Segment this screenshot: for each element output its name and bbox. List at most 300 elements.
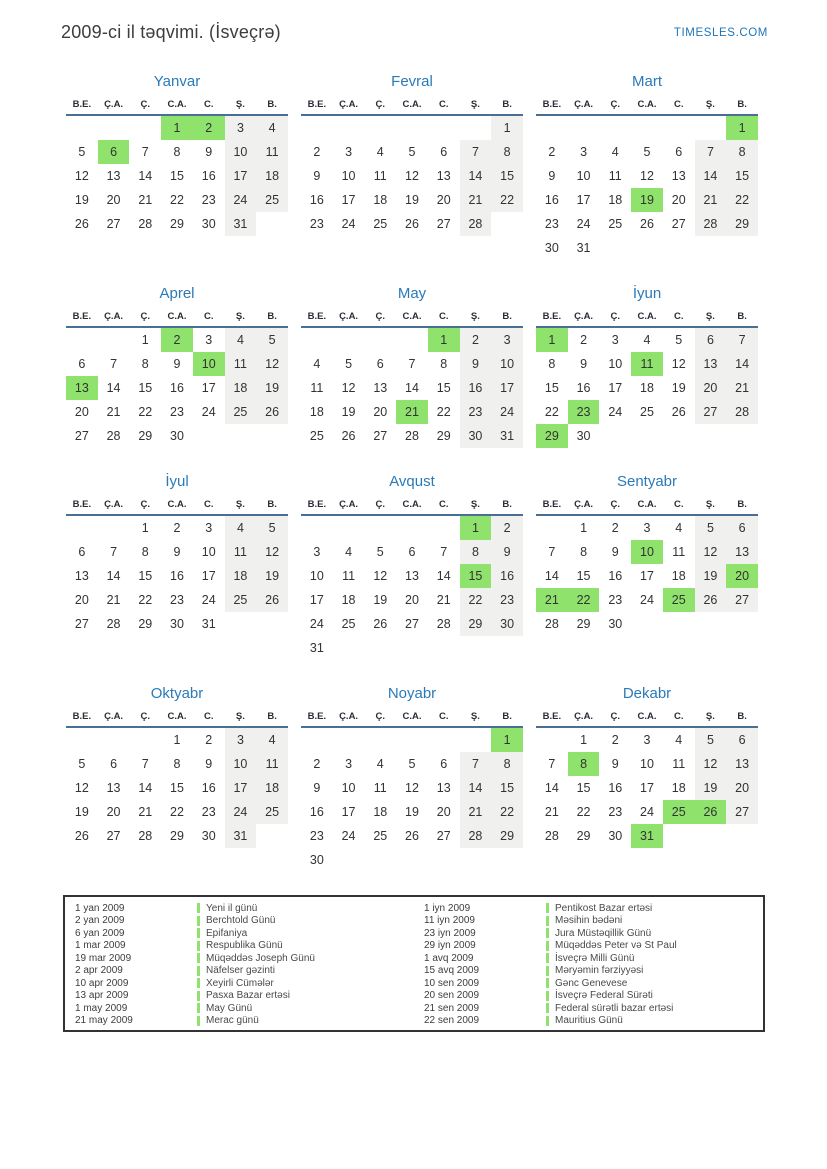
day-cell: [631, 424, 663, 448]
legend-holiday-name: İsveçrə Milli Günü: [555, 952, 635, 964]
day-cell: 5: [345, 357, 353, 371]
weekend-day-cell: 27: [726, 588, 758, 612]
day-cell: [66, 116, 98, 140]
day-cell: 23: [170, 593, 184, 607]
day-cell: 17: [640, 569, 654, 583]
legend-date: 19 mar 2009: [75, 952, 132, 964]
weekday-label: B.: [267, 499, 277, 510]
weekday-label: Ş.: [235, 99, 245, 110]
holiday-day-cell: 25: [663, 588, 695, 612]
legend-holiday-name: Pentikost Bazar ertəsi: [555, 902, 653, 914]
weekend-day-cell: 11: [256, 752, 288, 776]
month-3: [66, 284, 288, 448]
day-cell: [98, 116, 130, 140]
month-7: [301, 472, 523, 660]
day-cell: [428, 728, 460, 752]
month-title: Aprel: [159, 285, 195, 302]
day-cell: 23: [309, 217, 324, 231]
holiday-marker-bar: [546, 916, 549, 926]
weekday-label: Ç.: [610, 711, 621, 722]
holiday-day-cell: 21: [396, 400, 428, 424]
day-cell: 11: [672, 757, 686, 771]
day-cell: 3: [205, 521, 213, 535]
day-cell: 24: [640, 593, 654, 607]
week-row: [536, 800, 758, 824]
legend-date: 13 apr 2009: [75, 990, 129, 1002]
weekend-day-cell: 13: [695, 352, 727, 376]
site-link[interactable]: TIMESLES.COM: [673, 27, 768, 39]
day-cell: 5: [376, 545, 384, 559]
day-cell: 27: [373, 429, 388, 443]
day-cell: [695, 824, 727, 848]
holiday-day-cell: 11: [631, 352, 663, 376]
week-row: [66, 612, 288, 636]
page-title: 2009-ci il təqvimi. (İsveçrə): [61, 22, 281, 42]
holiday-day-cell: 10: [631, 540, 663, 564]
weekend-day-cell: 27: [695, 400, 727, 424]
day-cell: [193, 424, 225, 448]
weekday-label: C.A.: [167, 99, 187, 110]
week-row: [536, 400, 758, 424]
weekday-header-row: [66, 99, 288, 116]
day-cell: 21: [138, 805, 153, 819]
day-cell: 18: [373, 193, 388, 207]
day-cell: [364, 516, 396, 540]
weekend-day-cell: 13: [726, 540, 758, 564]
day-cell: [663, 424, 695, 448]
day-cell: 27: [106, 217, 121, 231]
day-cell: 26: [74, 217, 89, 231]
calendar-grid: [66, 72, 762, 872]
month-title: İyul: [165, 473, 189, 490]
weekend-day-cell: 17: [225, 776, 257, 800]
weekday-header-row: [301, 311, 523, 328]
legend-item: [414, 915, 763, 928]
weekday-label: B.: [267, 711, 277, 722]
holiday-marker-bar: [197, 978, 200, 988]
day-cell: [460, 728, 492, 752]
holiday-marker-bar: [546, 966, 549, 976]
month-1: [301, 72, 523, 236]
weekday-label: C.A.: [637, 499, 657, 510]
day-cell: 24: [201, 593, 216, 607]
holiday-day-cell: 29: [536, 424, 568, 448]
day-cell: 2: [580, 333, 588, 347]
weekend-day-cell: 22: [460, 588, 492, 612]
weekend-day-cell: 20: [695, 376, 727, 400]
day-cell: 23: [201, 805, 216, 819]
month-title: Yanvar: [153, 73, 201, 90]
day-cell: 19: [341, 405, 356, 419]
day-cell: 22: [138, 405, 153, 419]
week-row: [536, 116, 758, 140]
weekend-day-cell: 29: [460, 612, 492, 636]
month-2: [536, 72, 758, 260]
day-cell: 22: [436, 405, 451, 419]
day-cell: 27: [74, 617, 89, 631]
weekend-day-cell: 29: [491, 824, 523, 848]
weekend-day-cell: 27: [726, 800, 758, 824]
month-11: [536, 684, 758, 848]
weekday-header-row: [301, 99, 523, 116]
day-cell: 14: [106, 381, 121, 395]
day-cell: 13: [436, 781, 451, 795]
weekday-label: B.E.: [72, 711, 92, 722]
weekday-label: Ş.: [705, 711, 715, 722]
day-cell: 15: [170, 169, 184, 183]
day-cell: [536, 728, 568, 752]
day-cell: 14: [405, 381, 419, 395]
weekend-day-cell: 4: [225, 328, 257, 352]
holiday-day-cell: 1: [536, 328, 568, 352]
weekday-label: Ç.A.: [339, 311, 359, 322]
weekend-day-cell: 14: [726, 352, 758, 376]
holiday-marker-bar: [546, 978, 549, 988]
week-row: [301, 140, 523, 164]
weekday-label: Ç.A.: [104, 499, 124, 510]
weekend-day-cell: 26: [695, 588, 727, 612]
legend-item: [65, 915, 414, 928]
weekday-label: C.: [673, 99, 684, 110]
holiday-day-cell: 25: [663, 800, 695, 824]
day-cell: 8: [141, 357, 149, 371]
day-cell: 25: [309, 429, 324, 443]
week-row: [536, 328, 758, 352]
day-cell: [256, 212, 288, 236]
weekday-label: B.: [502, 311, 512, 322]
weekend-day-cell: 17: [491, 376, 523, 400]
day-cell: 11: [342, 569, 356, 583]
day-cell: [66, 516, 98, 540]
day-cell: 30: [608, 829, 623, 843]
day-cell: 16: [170, 381, 184, 395]
legend-holiday-name: Merac günü: [206, 1015, 259, 1027]
day-cell: 26: [640, 217, 654, 231]
day-cell: 5: [643, 145, 651, 159]
day-cell: 10: [640, 757, 654, 771]
weekday-label: C.A.: [167, 711, 187, 722]
day-cell: 17: [341, 193, 356, 207]
day-cell: 29: [170, 829, 184, 843]
weekend-day-cell: 2: [460, 328, 492, 352]
weekend-day-cell: 4: [225, 516, 257, 540]
day-cell: [726, 424, 758, 448]
weekday-label: Ç.A.: [574, 499, 594, 510]
holiday-marker-bar: [197, 1016, 200, 1026]
legend-item: [414, 952, 763, 965]
day-cell: 9: [173, 357, 181, 371]
week-row: [536, 564, 758, 588]
day-cell: 27: [436, 829, 451, 843]
day-cell: [129, 116, 161, 140]
day-cell: 13: [671, 169, 686, 183]
weekend-day-cell: 22: [491, 188, 523, 212]
weekday-label: C.: [673, 311, 684, 322]
weekend-day-cell: 25: [256, 188, 288, 212]
day-cell: 7: [110, 545, 118, 559]
day-cell: 16: [309, 805, 324, 819]
weekend-day-cell: 10: [225, 140, 257, 164]
weekend-day-cell: 4: [256, 116, 288, 140]
week-row: [301, 776, 523, 800]
weekday-header-row: [66, 711, 288, 728]
day-cell: [396, 848, 428, 872]
day-cell: 28: [106, 429, 121, 443]
weekend-day-cell: 21: [695, 188, 727, 212]
day-cell: [396, 636, 428, 660]
day-cell: 4: [313, 357, 321, 371]
week-row: [536, 588, 758, 612]
day-cell: 18: [341, 593, 356, 607]
week-row: [301, 728, 523, 752]
day-cell: 31: [576, 241, 591, 255]
day-cell: 24: [309, 617, 324, 631]
day-cell: 11: [310, 381, 324, 395]
holiday-day-cell: 15: [460, 564, 492, 588]
day-cell: 13: [373, 381, 388, 395]
day-cell: 19: [671, 381, 686, 395]
weekday-label: Ç.A.: [339, 711, 359, 722]
month-4: [301, 284, 523, 448]
weekend-day-cell: 6: [695, 328, 727, 352]
weekend-day-cell: 23: [491, 588, 523, 612]
day-cell: [428, 848, 460, 872]
day-cell: 21: [106, 405, 121, 419]
weekday-header-row: [66, 311, 288, 328]
day-cell: [726, 824, 758, 848]
day-cell: [396, 328, 428, 352]
weekend-day-cell: 19: [256, 564, 288, 588]
month-0: [66, 72, 288, 236]
day-cell: 2: [313, 757, 321, 771]
weekday-label: Ç.: [140, 99, 151, 110]
week-row: [66, 540, 288, 564]
day-cell: 27: [106, 829, 121, 843]
weekend-day-cell: 19: [256, 376, 288, 400]
day-cell: 27: [671, 217, 686, 231]
day-cell: 8: [440, 357, 448, 371]
legend-date: 2 apr 2009: [75, 965, 123, 977]
day-cell: [663, 612, 695, 636]
weekday-header-row: [66, 499, 288, 516]
day-cell: 9: [173, 545, 181, 559]
day-cell: 14: [436, 569, 451, 583]
day-cell: 11: [672, 545, 686, 559]
weekend-day-cell: 11: [256, 140, 288, 164]
legend-date: 1 yan 2009: [75, 902, 125, 914]
day-cell: [364, 116, 396, 140]
legend-date: 29 iyn 2009: [424, 940, 476, 952]
day-cell: 14: [138, 169, 153, 183]
weekday-label: Ç.A.: [339, 99, 359, 110]
day-cell: 2: [205, 733, 213, 747]
legend-holiday-name: Jura Müstəqillik Günü: [555, 927, 652, 939]
day-cell: [301, 116, 333, 140]
weekend-day-cell: 10: [491, 352, 523, 376]
day-cell: 22: [170, 805, 184, 819]
day-cell: [66, 728, 98, 752]
weekend-day-cell: 5: [256, 516, 288, 540]
day-cell: 28: [106, 617, 121, 631]
week-row: [301, 564, 523, 588]
day-cell: 1: [173, 733, 181, 747]
day-cell: [428, 116, 460, 140]
week-row: [301, 848, 523, 872]
day-cell: 12: [341, 381, 356, 395]
weekday-label: Ş.: [705, 499, 715, 510]
weekday-header-row: [301, 499, 523, 516]
legend-holiday-name: Federal sürətli bazar ertəsi: [555, 1002, 674, 1014]
day-cell: 19: [405, 193, 419, 207]
day-cell: [460, 116, 492, 140]
legend-holiday-name: Näfelser gəzinti: [206, 965, 275, 977]
day-cell: 7: [440, 545, 448, 559]
day-cell: 8: [173, 757, 181, 771]
weekend-day-cell: 11: [225, 540, 257, 564]
day-cell: [599, 424, 631, 448]
day-cell: 6: [376, 357, 384, 371]
day-cell: 4: [643, 333, 651, 347]
weekend-day-cell: 25: [225, 400, 257, 424]
weekend-day-cell: 25: [225, 588, 257, 612]
day-cell: [695, 236, 727, 260]
holiday-marker-bar: [546, 1003, 549, 1013]
weekend-day-cell: 5: [695, 516, 727, 540]
weekday-header-row: [536, 99, 758, 116]
day-cell: 14: [106, 569, 121, 583]
weekday-label: Ç.A.: [574, 711, 594, 722]
weekday-header-row: [536, 311, 758, 328]
day-cell: 26: [341, 429, 356, 443]
day-cell: 1: [141, 521, 149, 535]
week-row: [301, 424, 523, 448]
holiday-day-cell: 1: [460, 516, 492, 540]
week-row: [301, 540, 523, 564]
legend-holiday-name: Məsihin bədəni: [555, 915, 623, 927]
week-row: [66, 352, 288, 376]
day-cell: 5: [408, 757, 416, 771]
week-row: [66, 776, 288, 800]
day-cell: 31: [201, 617, 216, 631]
holiday-marker-bar: [546, 928, 549, 938]
day-cell: 25: [608, 217, 623, 231]
weekend-day-cell: 26: [256, 400, 288, 424]
day-cell: [256, 824, 288, 848]
day-cell: 19: [373, 593, 388, 607]
day-cell: 20: [671, 193, 686, 207]
day-cell: 3: [313, 545, 321, 559]
day-cell: [333, 328, 365, 352]
holiday-day-cell: 13: [66, 376, 98, 400]
day-cell: 6: [110, 757, 118, 771]
legend-item: [65, 940, 414, 953]
day-cell: 29: [436, 429, 451, 443]
week-row: [536, 612, 758, 636]
weekday-header-row: [301, 711, 523, 728]
weekend-day-cell: 24: [225, 800, 257, 824]
week-row: [536, 540, 758, 564]
holiday-day-cell: 21: [536, 588, 568, 612]
legend-holiday-name: Xeyirli Cümələr: [206, 977, 274, 989]
week-row: [66, 800, 288, 824]
weekday-label: B.: [502, 99, 512, 110]
week-row: [66, 824, 288, 848]
weekday-header-row: [536, 499, 758, 516]
day-cell: 3: [643, 521, 651, 535]
weekend-day-cell: 21: [460, 188, 492, 212]
weekend-day-cell: 24: [225, 188, 257, 212]
day-cell: 21: [138, 193, 153, 207]
weekend-day-cell: 22: [726, 188, 758, 212]
day-cell: 4: [611, 145, 619, 159]
day-cell: 25: [373, 217, 388, 231]
legend-item: [414, 902, 763, 915]
holiday-marker-bar: [197, 916, 200, 926]
week-row: [66, 564, 288, 588]
legend-date: 21 may 2009: [75, 1015, 133, 1027]
day-cell: 27: [405, 617, 419, 631]
day-cell: [364, 328, 396, 352]
day-cell: 30: [544, 241, 559, 255]
day-cell: [364, 848, 396, 872]
day-cell: 2: [173, 521, 181, 535]
weekday-label: C.A.: [637, 711, 657, 722]
day-cell: 18: [671, 569, 686, 583]
week-row: [66, 752, 288, 776]
weekday-label: Ç.: [375, 311, 386, 322]
day-cell: [225, 424, 257, 448]
day-cell: 19: [74, 805, 89, 819]
week-row: [66, 116, 288, 140]
weekday-label: B.E.: [72, 311, 92, 322]
weekend-day-cell: 22: [491, 800, 523, 824]
day-cell: 18: [309, 405, 324, 419]
day-cell: 9: [205, 145, 213, 159]
weekday-label: C.: [203, 99, 214, 110]
legend-holiday-name: İsveçrə Federal Sürəti: [555, 990, 653, 1002]
day-cell: [98, 516, 130, 540]
day-cell: 23: [544, 217, 559, 231]
week-row: [301, 164, 523, 188]
weekend-day-cell: 20: [726, 776, 758, 800]
holiday-marker-bar: [546, 953, 549, 963]
legend-date: 6 yan 2009: [75, 927, 125, 939]
weekday-label: C.: [438, 311, 449, 322]
weekday-label: C.: [203, 311, 214, 322]
day-cell: [396, 116, 428, 140]
day-cell: [364, 636, 396, 660]
legend-item: [65, 902, 414, 915]
week-row: [301, 188, 523, 212]
weekday-label: Ş.: [235, 499, 245, 510]
holiday-day-cell: 2: [161, 328, 193, 352]
day-cell: [631, 612, 663, 636]
day-cell: [301, 516, 333, 540]
day-cell: 30: [576, 429, 591, 443]
weekday-label: Ç.A.: [339, 499, 359, 510]
day-cell: 11: [373, 781, 387, 795]
legend-date: 23 iyn 2009: [424, 927, 476, 939]
weekday-label: Ç.A.: [104, 99, 124, 110]
day-cell: 9: [548, 169, 556, 183]
week-row: [301, 376, 523, 400]
day-cell: 1: [580, 733, 588, 747]
holiday-marker-bar: [546, 903, 549, 913]
day-cell: 9: [611, 757, 619, 771]
day-cell: 11: [608, 169, 622, 183]
day-cell: [599, 236, 631, 260]
day-cell: 6: [675, 145, 683, 159]
